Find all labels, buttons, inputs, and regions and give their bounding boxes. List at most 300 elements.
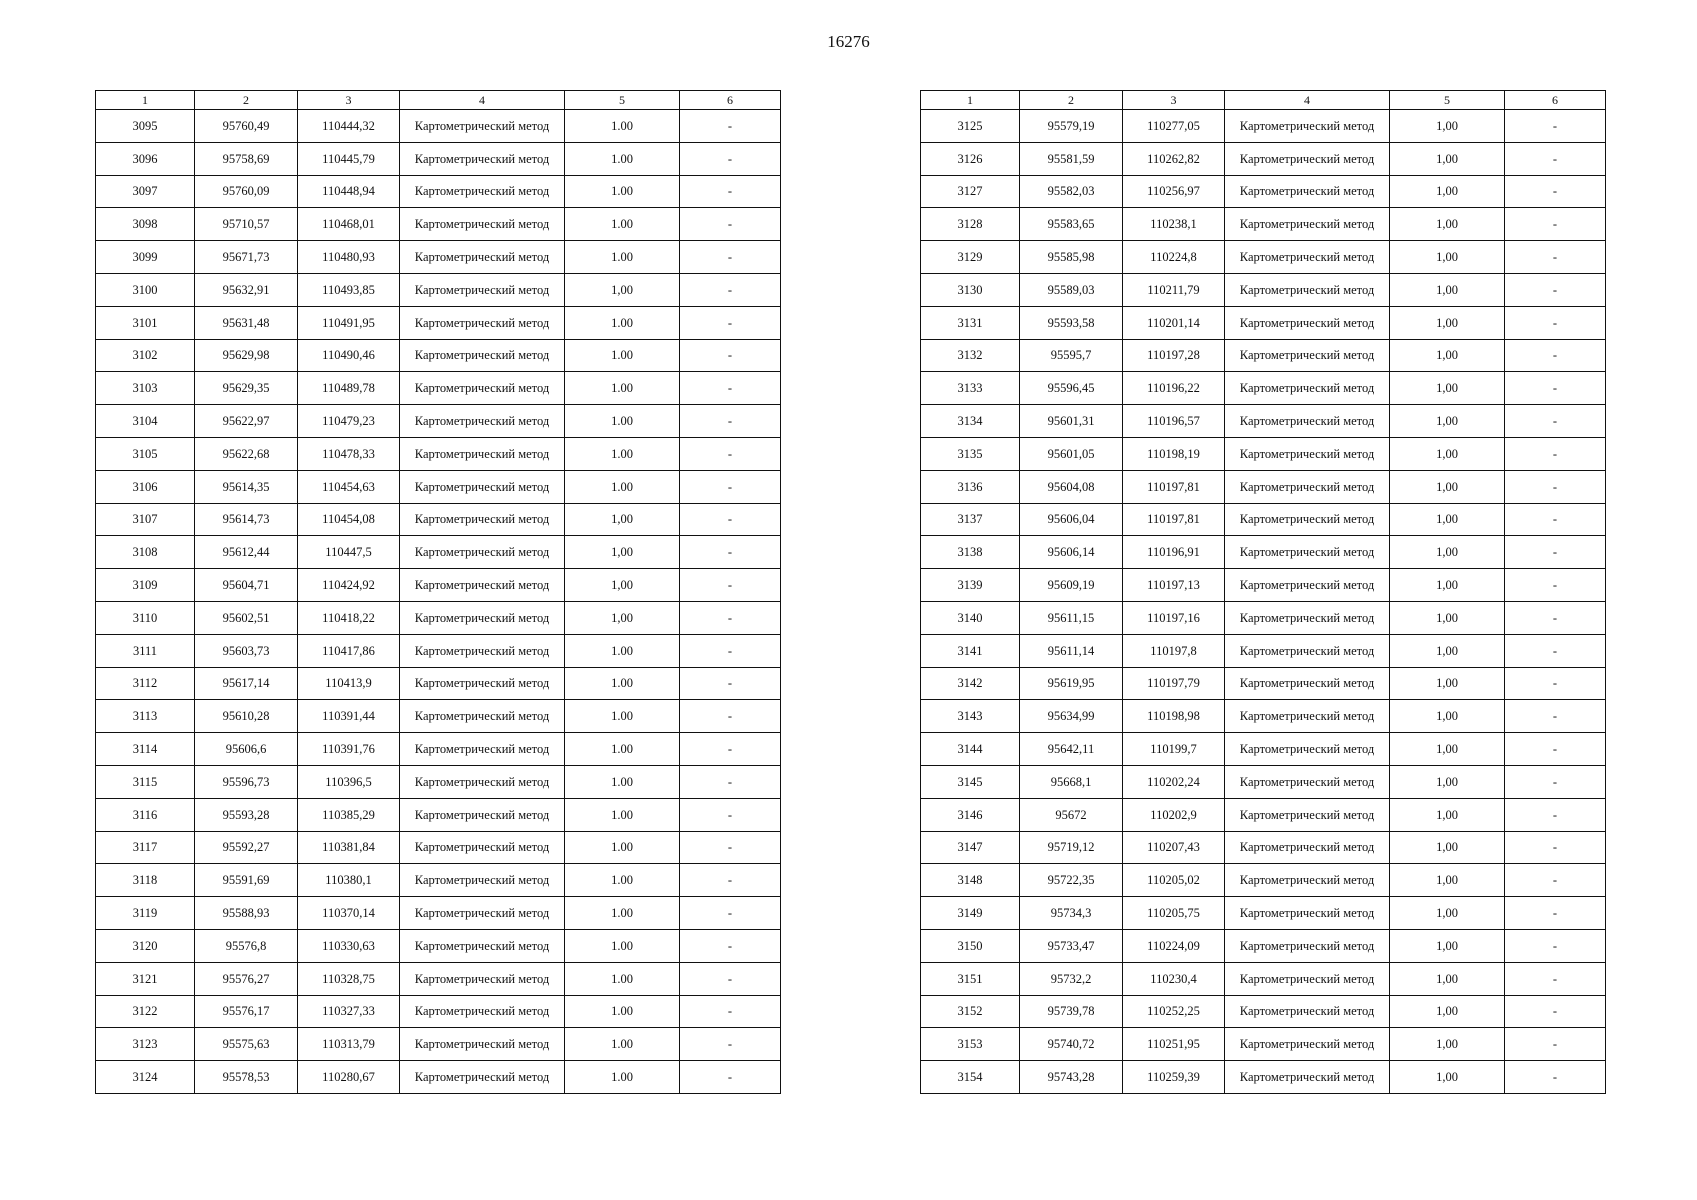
accuracy-cell: 1.00 [565,667,680,700]
note-cell: - [1505,601,1606,634]
accuracy-cell: 1,00 [1390,601,1505,634]
x-coordinate-cell: 95710,57 [195,208,298,241]
method-cell: Картометрический метод [1225,536,1390,569]
accuracy-cell: 1.00 [565,962,680,995]
x-coordinate-cell: 95606,6 [195,733,298,766]
note-cell: - [680,175,781,208]
x-coordinate-cell: 95743,28 [1020,1061,1123,1094]
table-row [921,142,1606,175]
table-row [96,306,781,339]
accuracy-cell: 1,00 [1390,733,1505,766]
note-cell: - [1505,339,1606,372]
x-coordinate-cell: 95581,59 [1020,142,1123,175]
note-cell: - [680,831,781,864]
table-row [96,110,781,143]
y-coordinate-cell: 110491,95 [298,306,400,339]
y-coordinate-cell: 110238,1 [1123,208,1225,241]
x-coordinate-cell: 95579,19 [1020,110,1123,143]
table-row [96,962,781,995]
point-number-cell: 3125 [921,110,1020,143]
x-coordinate-cell: 95606,14 [1020,536,1123,569]
column-header-6: 6 [680,91,781,110]
note-cell: - [1505,995,1606,1028]
column-header-4: 4 [1225,91,1390,110]
accuracy-cell: 1,00 [1390,208,1505,241]
accuracy-cell: 1,00 [1390,372,1505,405]
table-row [96,536,781,569]
table-row [921,372,1606,405]
x-coordinate-cell: 95578,53 [195,1061,298,1094]
x-coordinate-cell: 95611,15 [1020,601,1123,634]
method-cell: Картометрический метод [400,1061,565,1094]
x-coordinate-cell: 95631,48 [195,306,298,339]
method-cell: Картометрический метод [1225,765,1390,798]
note-cell: - [680,765,781,798]
point-number-cell: 3146 [921,798,1020,831]
x-coordinate-cell: 95614,35 [195,470,298,503]
method-cell: Картометрический метод [1225,569,1390,602]
table-row [921,1028,1606,1061]
note-cell: - [680,897,781,930]
note-cell: - [1505,929,1606,962]
accuracy-cell: 1,00 [565,601,680,634]
point-number-cell: 3131 [921,306,1020,339]
x-coordinate-cell: 95592,27 [195,831,298,864]
y-coordinate-cell: 110447,5 [298,536,400,569]
y-coordinate-cell: 110327,33 [298,995,400,1028]
note-cell: - [1505,634,1606,667]
method-cell: Картометрический метод [400,569,565,602]
table-row [921,437,1606,470]
table-header-row [96,91,781,110]
y-coordinate-cell: 110252,25 [1123,995,1225,1028]
note-cell: - [680,470,781,503]
y-coordinate-cell: 110230,4 [1123,962,1225,995]
y-coordinate-cell: 110202,24 [1123,765,1225,798]
table-row [96,503,781,536]
point-number-cell: 3124 [96,1061,195,1094]
method-cell: Картометрический метод [400,208,565,241]
accuracy-cell: 1.00 [565,831,680,864]
table-row [921,569,1606,602]
x-coordinate-cell: 95611,14 [1020,634,1123,667]
accuracy-cell: 1,00 [1390,273,1505,306]
table-row [921,536,1606,569]
y-coordinate-cell: 110280,67 [298,1061,400,1094]
x-coordinate-cell: 95622,68 [195,437,298,470]
x-coordinate-cell: 95604,08 [1020,470,1123,503]
table-row [96,995,781,1028]
point-number-cell: 3105 [96,437,195,470]
point-number-cell: 3121 [96,962,195,995]
note-cell: - [680,995,781,1028]
note-cell: - [1505,831,1606,864]
y-coordinate-cell: 110197,8 [1123,634,1225,667]
point-number-cell: 3106 [96,470,195,503]
point-number-cell: 3103 [96,372,195,405]
note-cell: - [1505,372,1606,405]
method-cell: Картометрический метод [400,175,565,208]
note-cell: - [1505,1028,1606,1061]
accuracy-cell: 1.00 [565,897,680,930]
method-cell: Картометрический метод [1225,995,1390,1028]
y-coordinate-cell: 110454,08 [298,503,400,536]
point-number-cell: 3097 [96,175,195,208]
table-row [921,110,1606,143]
note-cell: - [1505,503,1606,536]
point-number-cell: 3135 [921,437,1020,470]
x-coordinate-cell: 95582,03 [1020,175,1123,208]
x-coordinate-cell: 95575,63 [195,1028,298,1061]
y-coordinate-cell: 110197,81 [1123,470,1225,503]
accuracy-cell: 1,00 [1390,536,1505,569]
x-coordinate-cell: 95722,35 [1020,864,1123,897]
note-cell: - [1505,897,1606,930]
x-coordinate-cell: 95585,98 [1020,241,1123,274]
table-row [96,1028,781,1061]
accuracy-cell: 1,00 [565,569,680,602]
y-coordinate-cell: 110198,98 [1123,700,1225,733]
table-row [921,503,1606,536]
y-coordinate-cell: 110413,9 [298,667,400,700]
y-coordinate-cell: 110259,39 [1123,1061,1225,1094]
method-cell: Картометрический метод [1225,142,1390,175]
table-row [96,1061,781,1094]
y-coordinate-cell: 110256,97 [1123,175,1225,208]
point-number-cell: 3130 [921,273,1020,306]
y-coordinate-cell: 110313,79 [298,1028,400,1061]
method-cell: Картометрический метод [400,798,565,831]
point-number-cell: 3151 [921,962,1020,995]
table-row [96,929,781,962]
point-number-cell: 3100 [96,273,195,306]
table-row [921,897,1606,930]
method-cell: Картометрический метод [1225,601,1390,634]
method-cell: Картометрический метод [400,929,565,962]
column-header-2: 2 [1020,91,1123,110]
method-cell: Картометрический метод [1225,273,1390,306]
table-row [96,897,781,930]
accuracy-cell: 1,00 [565,536,680,569]
table-row [921,831,1606,864]
point-number-cell: 3129 [921,241,1020,274]
accuracy-cell: 1,00 [1390,634,1505,667]
accuracy-cell: 1,00 [1390,405,1505,438]
point-number-cell: 3127 [921,175,1020,208]
method-cell: Картометрический метод [1225,798,1390,831]
accuracy-cell: 1,00 [1390,897,1505,930]
x-coordinate-cell: 95595,7 [1020,339,1123,372]
point-number-cell: 3133 [921,372,1020,405]
method-cell: Картометрический метод [400,1028,565,1061]
method-cell: Картометрический метод [400,241,565,274]
method-cell: Картометрический метод [400,503,565,536]
x-coordinate-cell: 95583,65 [1020,208,1123,241]
y-coordinate-cell: 110224,8 [1123,241,1225,274]
accuracy-cell: 1.00 [565,995,680,1028]
accuracy-cell: 1.00 [565,241,680,274]
method-cell: Картометрический метод [1225,241,1390,274]
method-cell: Картометрический метод [400,142,565,175]
point-number-cell: 3138 [921,536,1020,569]
note-cell: - [680,241,781,274]
x-coordinate-cell: 95602,51 [195,601,298,634]
method-cell: Картометрический метод [400,372,565,405]
table-row [921,175,1606,208]
y-coordinate-cell: 110205,75 [1123,897,1225,930]
column-header-5: 5 [1390,91,1505,110]
y-coordinate-cell: 110381,84 [298,831,400,864]
x-coordinate-cell: 95614,73 [195,503,298,536]
point-number-cell: 3122 [96,995,195,1028]
point-number-cell: 3119 [96,897,195,930]
point-number-cell: 3153 [921,1028,1020,1061]
point-number-cell: 3120 [96,929,195,962]
accuracy-cell: 1.00 [565,372,680,405]
point-number-cell: 3095 [96,110,195,143]
point-number-cell: 3150 [921,929,1020,962]
point-number-cell: 3137 [921,503,1020,536]
y-coordinate-cell: 110385,29 [298,798,400,831]
note-cell: - [1505,175,1606,208]
accuracy-cell: 1,00 [1390,798,1505,831]
method-cell: Картометрический метод [400,897,565,930]
method-cell: Картометрический метод [400,405,565,438]
table-row [96,437,781,470]
accuracy-cell: 1.00 [565,1028,680,1061]
accuracy-cell: 1.00 [565,864,680,897]
table-row [921,601,1606,634]
x-coordinate-cell: 95739,78 [1020,995,1123,1028]
y-coordinate-cell: 110380,1 [298,864,400,897]
note-cell: - [1505,306,1606,339]
method-cell: Картометрический метод [1225,667,1390,700]
point-number-cell: 3108 [96,536,195,569]
y-coordinate-cell: 110196,91 [1123,536,1225,569]
note-cell: - [680,405,781,438]
table-row [96,569,781,602]
method-cell: Картометрический метод [1225,1061,1390,1094]
table-row [96,667,781,700]
method-cell: Картометрический метод [1225,831,1390,864]
y-coordinate-cell: 110444,32 [298,110,400,143]
note-cell: - [1505,733,1606,766]
accuracy-cell: 1,00 [1390,831,1505,864]
y-coordinate-cell: 110196,57 [1123,405,1225,438]
method-cell: Картометрический метод [400,962,565,995]
accuracy-cell: 1.00 [565,470,680,503]
table-row [96,339,781,372]
accuracy-cell: 1,00 [1390,962,1505,995]
column-header-1: 1 [96,91,195,110]
point-number-cell: 3098 [96,208,195,241]
point-number-cell: 3115 [96,765,195,798]
note-cell: - [1505,536,1606,569]
table-row [96,470,781,503]
method-cell: Картометрический метод [1225,372,1390,405]
point-number-cell: 3113 [96,700,195,733]
accuracy-cell: 1,00 [1390,437,1505,470]
method-cell: Картометрический метод [400,733,565,766]
x-coordinate-cell: 95589,03 [1020,273,1123,306]
y-coordinate-cell: 110478,33 [298,437,400,470]
x-coordinate-cell: 95634,99 [1020,700,1123,733]
x-coordinate-cell: 95576,8 [195,929,298,962]
note-cell: - [680,437,781,470]
point-number-cell: 3101 [96,306,195,339]
point-number-cell: 3110 [96,601,195,634]
accuracy-cell: 1,00 [1390,175,1505,208]
accuracy-cell: 1,00 [1390,241,1505,274]
method-cell: Картометрический метод [400,536,565,569]
method-cell: Картометрический метод [1225,634,1390,667]
table-row [921,208,1606,241]
y-coordinate-cell: 110211,79 [1123,273,1225,306]
x-coordinate-cell: 95668,1 [1020,765,1123,798]
accuracy-cell: 1.00 [565,142,680,175]
y-coordinate-cell: 110199,7 [1123,733,1225,766]
table-row [921,1061,1606,1094]
method-cell: Картометрический метод [400,864,565,897]
x-coordinate-cell: 95740,72 [1020,1028,1123,1061]
table-row [921,765,1606,798]
accuracy-cell: 1,00 [1390,1028,1505,1061]
point-number-cell: 3154 [921,1061,1020,1094]
accuracy-cell: 1.00 [565,405,680,438]
point-number-cell: 3102 [96,339,195,372]
table-row [96,273,781,306]
x-coordinate-cell: 95596,45 [1020,372,1123,405]
accuracy-cell: 1.00 [565,733,680,766]
note-cell: - [680,1061,781,1094]
y-coordinate-cell: 110479,23 [298,405,400,438]
column-header-1: 1 [921,91,1020,110]
note-cell: - [680,634,781,667]
accuracy-cell: 1.00 [565,700,680,733]
accuracy-cell: 1,00 [1390,339,1505,372]
method-cell: Картометрический метод [1225,470,1390,503]
accuracy-cell: 1,00 [1390,995,1505,1028]
point-number-cell: 3123 [96,1028,195,1061]
point-number-cell: 3144 [921,733,1020,766]
point-number-cell: 3152 [921,995,1020,1028]
point-number-cell: 3141 [921,634,1020,667]
method-cell: Картометрический метод [400,110,565,143]
table-row [96,175,781,208]
method-cell: Картометрический метод [400,667,565,700]
method-cell: Картометрический метод [1225,1028,1390,1061]
table-row [921,733,1606,766]
method-cell: Картометрический метод [1225,897,1390,930]
x-coordinate-cell: 95606,04 [1020,503,1123,536]
note-cell: - [1505,470,1606,503]
y-coordinate-cell: 110391,76 [298,733,400,766]
table-row [96,405,781,438]
x-coordinate-cell: 95619,95 [1020,667,1123,700]
coordinates-table-right [920,90,1606,1094]
table-row [921,241,1606,274]
y-coordinate-cell: 110454,63 [298,470,400,503]
method-cell: Картометрический метод [1225,405,1390,438]
point-number-cell: 3134 [921,405,1020,438]
y-coordinate-cell: 110197,28 [1123,339,1225,372]
note-cell: - [1505,962,1606,995]
table-row [96,733,781,766]
method-cell: Картометрический метод [400,995,565,1028]
note-cell: - [1505,142,1606,175]
accuracy-cell: 1,00 [1390,667,1505,700]
point-number-cell: 3117 [96,831,195,864]
y-coordinate-cell: 110330,63 [298,929,400,962]
point-number-cell: 3118 [96,864,195,897]
method-cell: Картометрический метод [400,601,565,634]
method-cell: Картометрический метод [1225,339,1390,372]
point-number-cell: 3116 [96,798,195,831]
accuracy-cell: 1.00 [565,634,680,667]
accuracy-cell: 1,00 [1390,569,1505,602]
point-number-cell: 3147 [921,831,1020,864]
accuracy-cell: 1,00 [1390,503,1505,536]
y-coordinate-cell: 110448,94 [298,175,400,208]
point-number-cell: 3109 [96,569,195,602]
x-coordinate-cell: 95642,11 [1020,733,1123,766]
accuracy-cell: 1.00 [565,929,680,962]
table-row [921,273,1606,306]
accuracy-cell: 1,00 [1390,110,1505,143]
point-number-cell: 3140 [921,601,1020,634]
method-cell: Картометрический метод [400,634,565,667]
table-row [921,306,1606,339]
x-coordinate-cell: 95734,3 [1020,897,1123,930]
accuracy-cell: 1,00 [1390,470,1505,503]
y-coordinate-cell: 110480,93 [298,241,400,274]
accuracy-cell: 1,00 [1390,700,1505,733]
note-cell: - [680,798,781,831]
note-cell: - [680,306,781,339]
note-cell: - [1505,700,1606,733]
table-row [921,798,1606,831]
method-cell: Картометрический метод [1225,929,1390,962]
method-cell: Картометрический метод [1225,437,1390,470]
table-row [96,208,781,241]
note-cell: - [680,503,781,536]
y-coordinate-cell: 110197,16 [1123,601,1225,634]
note-cell: - [1505,1061,1606,1094]
table-row [96,700,781,733]
x-coordinate-cell: 95603,73 [195,634,298,667]
y-coordinate-cell: 110207,43 [1123,831,1225,864]
y-coordinate-cell: 110262,82 [1123,142,1225,175]
note-cell: - [1505,569,1606,602]
table-row [921,634,1606,667]
y-coordinate-cell: 110197,13 [1123,569,1225,602]
table-row [921,864,1606,897]
method-cell: Картометрический метод [400,437,565,470]
note-cell: - [1505,765,1606,798]
table-row [96,798,781,831]
method-cell: Картометрический метод [400,700,565,733]
note-cell: - [680,208,781,241]
y-coordinate-cell: 110468,01 [298,208,400,241]
note-cell: - [680,601,781,634]
x-coordinate-cell: 95610,28 [195,700,298,733]
y-coordinate-cell: 110445,79 [298,142,400,175]
x-coordinate-cell: 95617,14 [195,667,298,700]
point-number-cell: 3107 [96,503,195,536]
table-row [921,405,1606,438]
table-row [96,601,781,634]
column-header-4: 4 [400,91,565,110]
